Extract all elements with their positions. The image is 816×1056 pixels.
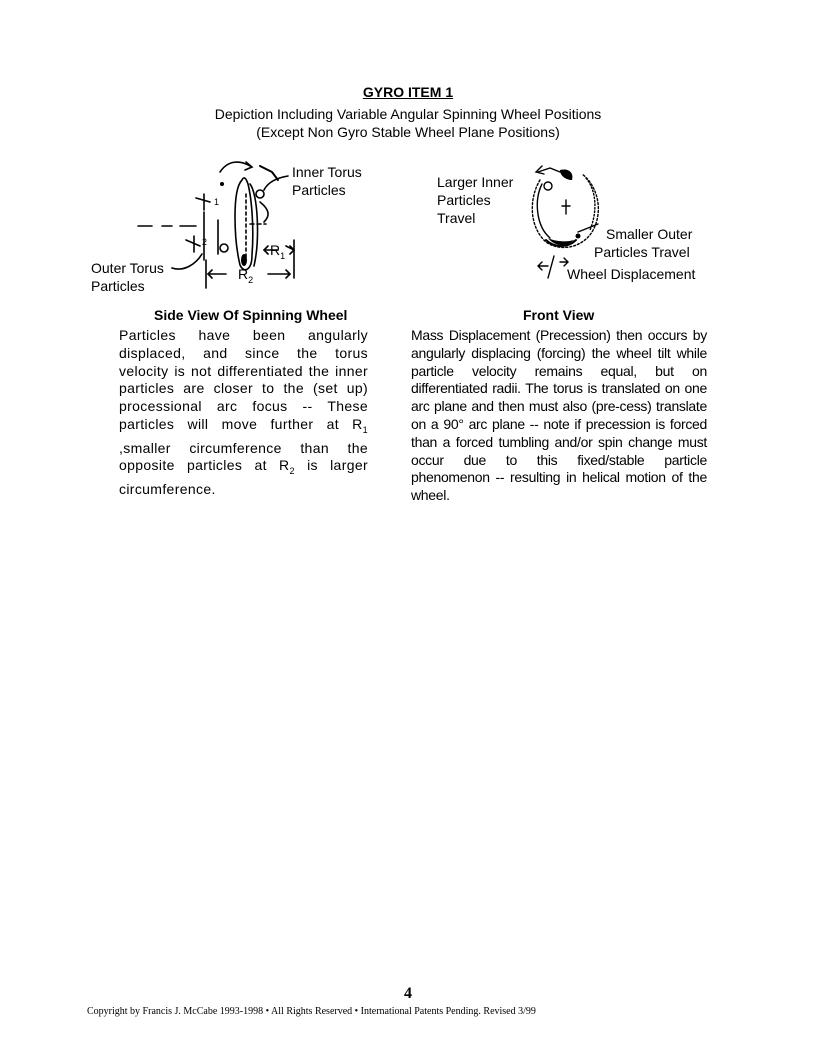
inner-torus-particles-label: Particles <box>292 182 346 198</box>
x1-subscript: 1 <box>214 197 220 207</box>
side-view-heading: Side View Of Spinning Wheel <box>154 307 348 323</box>
smaller-outer-label: Smaller Outer <box>606 226 693 242</box>
front-view-wheel-diagram <box>520 150 620 285</box>
x2-subscript: 2 <box>202 237 208 247</box>
front-view-paragraph: Mass Displacement (Precession) then occurs by angularly displacing (forcing) the wheel tilt while particle velocity remains equal, but on differentiated radii. The torus is translated on one arc plane and then must also (pre-cess) translate on a 90° arc plane -- note if precession is forced than a forced tumbling and/or spin change must occur due to this fixed/stable particle phenomenon -- resulting in helical motion of the wheel. <box>411 327 707 504</box>
larger-particles-label: Particles <box>437 192 491 208</box>
outer-torus-particles-label: Particles <box>91 278 145 294</box>
inner-torus-label: Inner Torus <box>292 164 362 180</box>
side-view-paragraph: Particles have been angularly displaced, and since the torus velocity is not differentiated the inner particles are closer to the (set up) processional arc focus -- These particles will move further at $R_1$ ,smaller circumference than the opposite particles at $R_2$ is larger circumference. <box>119 327 368 497</box>
page-subtitle-line-2: (Except Non Gyro Stable Wheel Plane Positions) <box>256 124 560 140</box>
outer-torus-label: Outer Torus <box>91 260 164 276</box>
r1-label: $R_1$ <box>270 242 286 261</box>
smaller-particles-travel-label: Particles Travel <box>594 244 690 260</box>
page-subtitle-line-1: Depiction Including Variable Angular Spinning Wheel Positions <box>214 106 602 122</box>
larger-travel-label: Travel <box>437 210 476 226</box>
page-number: 4 <box>404 985 412 1002</box>
r2-label: $R_2$ <box>238 266 254 285</box>
larger-inner-label: Larger Inner <box>437 174 514 190</box>
wheel-displacement-label: Wheel Displacement <box>567 266 696 282</box>
front-view-heading: Front View <box>523 307 595 323</box>
page-title: GYRO ITEM 1 <box>362 84 454 100</box>
copyright-notice: Copyright by Francis J. McCabe 1993-1998 • All Rights Reserved • International Patents Pending. Revised 3/99 <box>87 1006 536 1017</box>
